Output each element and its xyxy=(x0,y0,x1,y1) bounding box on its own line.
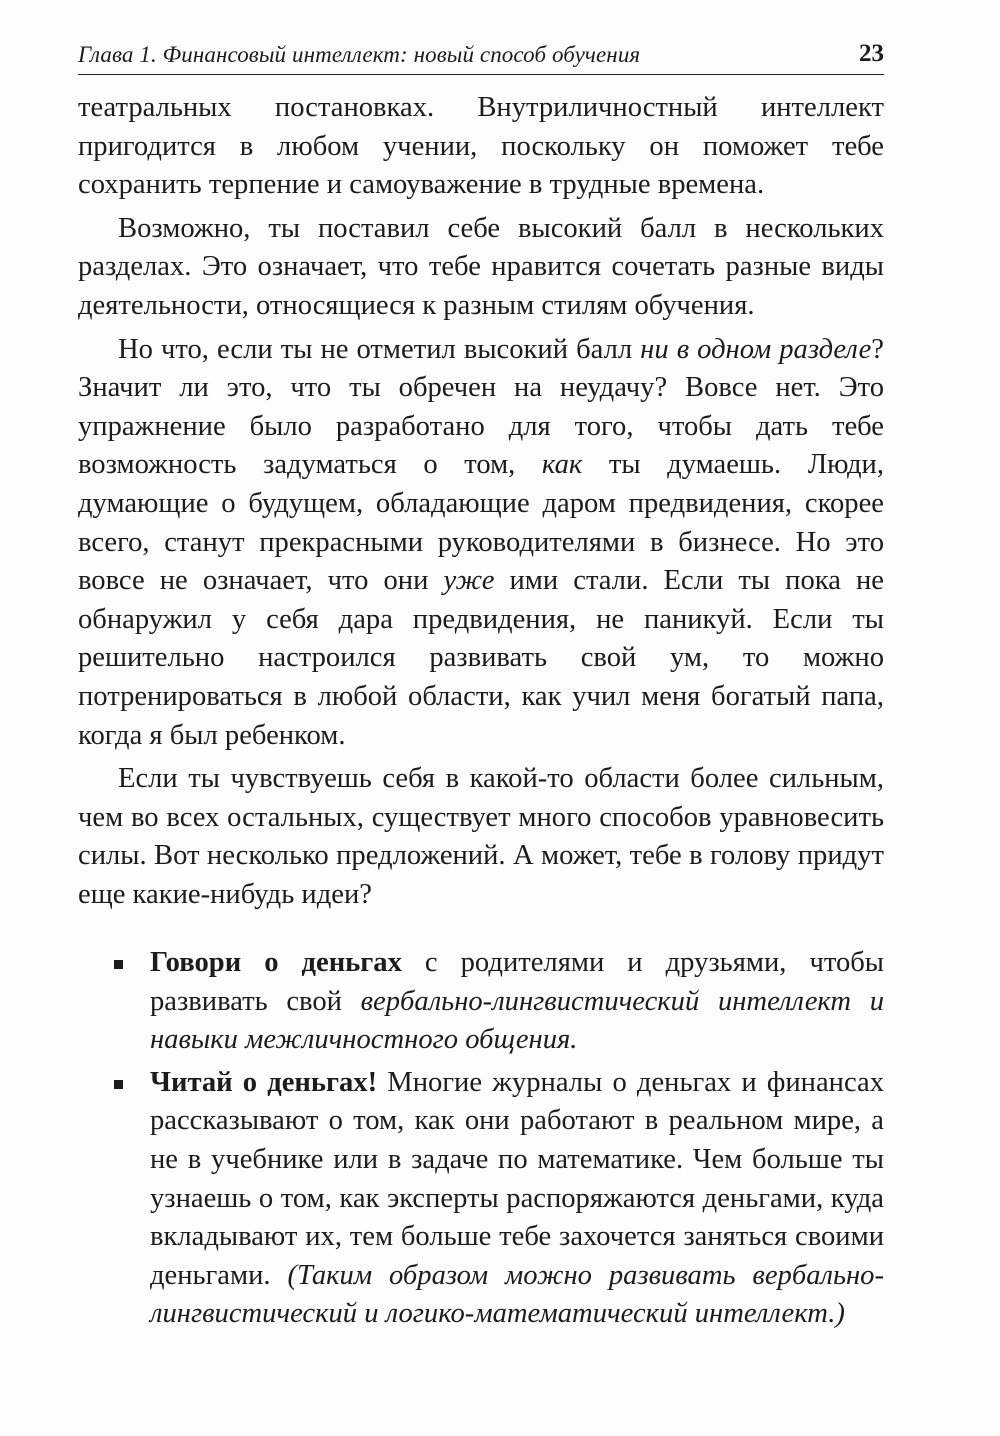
running-header xyxy=(78,38,884,75)
suggestion-list xyxy=(78,944,884,1338)
paragraph-2-text: Возможно, ты поставил себе высокий балл в нескольких разделах. Это означает, что тебе нравится сочетать разные виды деятельности, относящиеся к разным стилям обучения. xyxy=(78,212,884,321)
list-item xyxy=(78,1064,884,1334)
paragraph-3-part-3: ты думаешь. Люди, думающие о будущем, обладающие даром предвидения, скорее всего, станут прекрасными руководителями в бизнесе. Но это вовсе не означает, что они xyxy=(78,449,884,597)
page-number: 23 xyxy=(859,40,884,67)
chapter-title: Глава 1. Финансовый интеллект: новый способ обучения xyxy=(78,42,641,67)
list-item-text: Многие журналы о деньгах и финансах рассказывают о том, как они работают в реальном мире, а не в учебнике или в задаче по математике. Чем больше ты узнаешь о том, как эксперты распоряжаются деньгами, куда вкладывают их, тем больше тебе захочется заняться своими деньгами. xyxy=(150,1066,885,1291)
paragraph-3-emphasis-3: уже xyxy=(443,565,495,597)
square-bullet-icon xyxy=(114,1080,123,1089)
paragraph-2 xyxy=(78,210,884,326)
square-bullet-icon xyxy=(114,960,123,969)
list-item-bold-lead: Читай о деньгах! xyxy=(150,1066,378,1098)
paragraph-1 xyxy=(78,89,884,205)
list-item xyxy=(78,944,884,1060)
paragraph-3-part-2: ? Значит ли это, что ты обречен на неудачу? Вовсе нет. Это упражнение было разработано для того, чтобы дать тебе возможность задуматься о том, xyxy=(78,333,884,481)
paragraph-3-part-1: Но что, если ты не отметил высокий балл xyxy=(118,333,641,365)
paragraph-4-text: Если ты чувствуешь себя в какой-то области более сильным, чем во всех остальных, существует много способов уравновесить силы. Вот несколько предложений. А может, тебе в голову придут еще какие-нибудь идеи? xyxy=(78,763,884,910)
body-text xyxy=(78,89,884,919)
paragraph-4 xyxy=(78,760,884,914)
paragraph-3-emphasis-1: ни в одном разделе xyxy=(640,333,872,365)
list-item-bold-lead: Говори о деньгах xyxy=(150,947,402,978)
paragraph-3 xyxy=(78,331,884,756)
paragraph-1-text: театральных постановках. Внутриличностный интеллект пригодится в любом учении, поскольку он поможет тебе сохранить терпение и самоуважение в трудные времена. xyxy=(78,92,884,201)
list-item-italic: вербально-лингвистический интеллект и навыки межличностного общения. xyxy=(150,985,885,1056)
paragraph-3-part-4: ими стали. Если ты пока не обнаружил у себя дара предвидения, не паникуй. Если ты решительно настроился развивать свой ум, то можно потренироваться в любой области, как учил меня богатый папа, когда я был ребенком. xyxy=(78,565,884,751)
list-item-italic: (Таким образом можно развивать вербально-лингвистический и логико-математический интеллект.) xyxy=(150,1259,884,1330)
paragraph-3-emphasis-2: как xyxy=(541,449,583,481)
list-item-text: с родителями и друзьями, чтобы развивать свой xyxy=(150,947,884,1017)
